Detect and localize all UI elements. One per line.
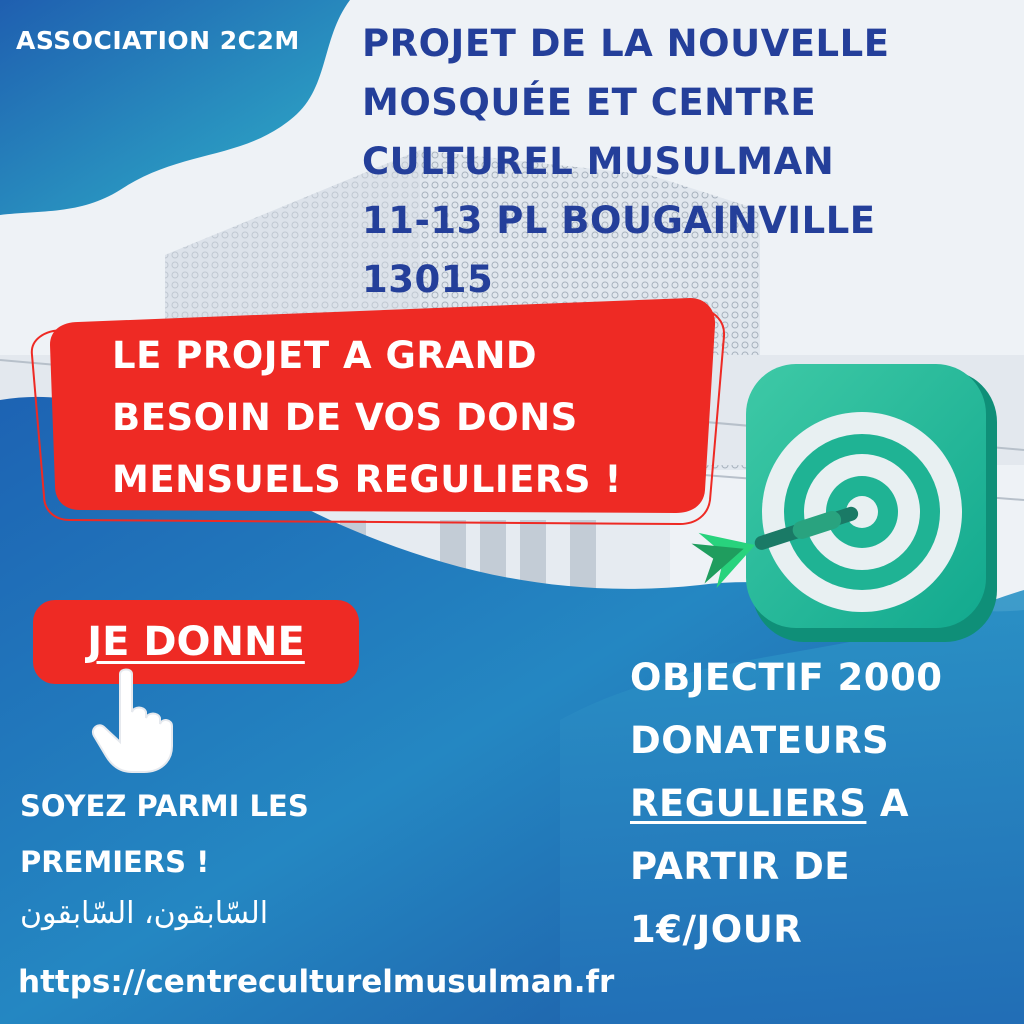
objectif-text <box>630 646 1020 961</box>
banner-line: MENSUELS REGULIERS ! <box>112 458 622 501</box>
title-line: MOSQUÉE ET CENTRE <box>362 81 817 124</box>
reguliers-underlined: REGULIERS <box>630 782 867 825</box>
objectif-line <box>630 772 1020 835</box>
association-name: ASSOCIATION 2C2M <box>16 26 300 55</box>
title-line: 13015 <box>362 258 494 301</box>
objectif-line-rest: A <box>866 782 909 825</box>
donation-appeal <box>112 325 712 511</box>
target-dart-icon <box>670 362 1010 652</box>
premiers-line: PREMIERS ! <box>20 845 210 879</box>
donate-button-label: JE DONNE <box>87 619 305 665</box>
banner-line: BESOIN DE VOS DONS <box>112 396 578 439</box>
premiers-line: SOYEZ PARMI LES <box>20 789 309 823</box>
objectif-line: OBJECTIF 2000 <box>630 656 943 699</box>
website-link[interactable]: https://centreculturelmusulman.fr <box>18 964 615 1000</box>
premiers-text <box>20 778 440 890</box>
pointing-hand-icon <box>86 666 178 776</box>
title-line: 11-13 PL BOUGAINVILLE <box>362 199 876 242</box>
title-line: CULTUREL MUSULMAN <box>362 140 835 183</box>
objectif-line: DONATEURS <box>630 719 890 762</box>
donate-button[interactable] <box>33 600 359 684</box>
title-line: PROJET DE LA NOUVELLE <box>362 22 890 65</box>
arabic-text: السّابقون، السّابقون <box>20 896 269 931</box>
objectif-line: PARTIR DE <box>630 845 851 888</box>
banner-line: LE PROJET A GRAND <box>112 334 538 377</box>
page-title <box>362 14 1002 309</box>
objectif-line: 1€/JOUR <box>630 908 803 951</box>
